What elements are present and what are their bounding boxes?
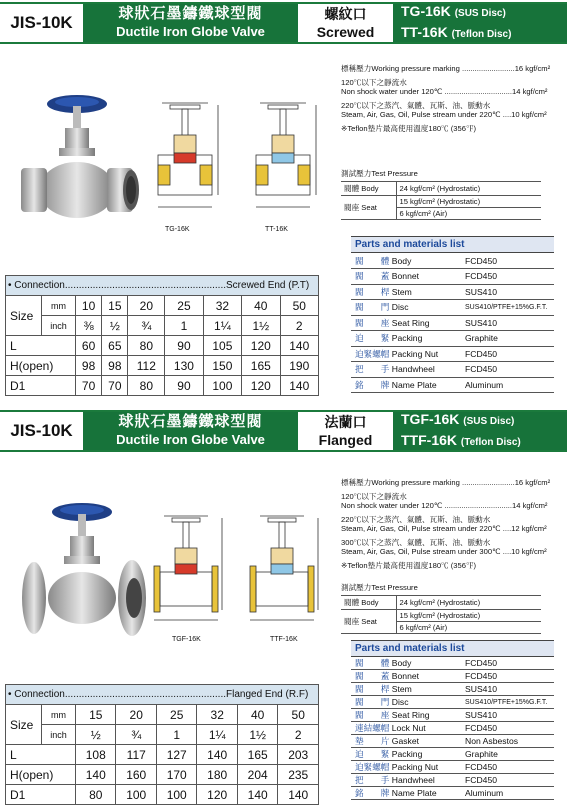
pressure-row: 120℃以下之靜流水 Non shock water under 120℃ ................................14 kgf/cm² bbox=[341, 491, 548, 510]
size-mm: 15 bbox=[76, 705, 116, 725]
size-inch: ½ bbox=[102, 316, 128, 336]
parts-row bbox=[351, 774, 554, 787]
size-label: Size bbox=[6, 705, 42, 745]
part-name-zh: 閥 桿 bbox=[355, 286, 390, 297]
dimension-value: 112 bbox=[128, 356, 165, 376]
part-name-zh: 把 手 bbox=[355, 364, 390, 375]
type-en: Flanged bbox=[318, 432, 373, 448]
part-name bbox=[351, 696, 461, 709]
title-zh: 球狀石墨鑄鐵球型閥 bbox=[118, 413, 263, 430]
part-name-zh: 閥 門 bbox=[355, 697, 390, 707]
dimension-value: 70 bbox=[102, 376, 128, 396]
part-material: FCD450 bbox=[461, 362, 554, 378]
part-material: Aluminum bbox=[461, 377, 554, 393]
type-zh: 法蘭口 bbox=[324, 414, 367, 430]
drawing-label-2: TT-16K bbox=[265, 226, 288, 233]
part-name-zh: 閥 蓋 bbox=[355, 671, 390, 681]
part-material: SUS410 bbox=[461, 284, 554, 300]
pressure-row: 220℃以下之蒸汽、氣體、瓦斯、油、脈動水 Steam, Air, Gas, Oil, Pulse stream under 220℃ ....12 kgf/cm² bbox=[341, 514, 547, 533]
size-mm: 40 bbox=[237, 705, 277, 725]
dimension-value: 80 bbox=[76, 785, 116, 805]
part-name-en: Bonnet bbox=[391, 671, 420, 681]
dimension-label: L bbox=[6, 336, 76, 356]
size-inch: 1¼ bbox=[197, 725, 237, 745]
dimension-value: 98 bbox=[76, 356, 102, 376]
part-material: SUS410 bbox=[461, 315, 554, 331]
dimension-value: 203 bbox=[278, 745, 319, 765]
part-name bbox=[351, 722, 461, 735]
drawing-label-1: TGF-16K bbox=[172, 636, 201, 643]
screwed-valve-photo bbox=[15, 90, 145, 240]
test-pressure-title: 測試壓力Test Pressure bbox=[341, 169, 418, 178]
size-mm: 40 bbox=[242, 296, 280, 316]
part-name bbox=[351, 709, 461, 722]
parts-row bbox=[351, 300, 554, 316]
part-name-en: Body bbox=[391, 658, 412, 668]
part-material: FCD450 bbox=[461, 722, 554, 735]
dimension-value: 100 bbox=[116, 785, 156, 805]
part-name-zh: 閥 體 bbox=[355, 658, 390, 668]
parts-row bbox=[351, 346, 554, 362]
parts-list bbox=[351, 640, 554, 800]
dimension-row bbox=[6, 745, 319, 765]
part-name-en: Packing Nut bbox=[391, 762, 439, 772]
parts-row bbox=[351, 722, 554, 735]
dimension-value: 190 bbox=[280, 356, 319, 376]
size-mm: 32 bbox=[203, 296, 241, 316]
parts-row bbox=[351, 761, 554, 774]
part-name-en: Disc bbox=[391, 697, 409, 707]
part-name-zh: 閥 體 bbox=[355, 255, 390, 266]
parts-row bbox=[351, 709, 554, 722]
dimension-label: L bbox=[6, 745, 76, 765]
working-pressure bbox=[341, 64, 563, 133]
dimension-value: 170 bbox=[156, 765, 196, 785]
part-name-en: Bonnet bbox=[391, 271, 420, 282]
dimension-value: 165 bbox=[237, 745, 277, 765]
dimension-value: 140 bbox=[280, 336, 319, 356]
part-material: FCD450 bbox=[461, 346, 554, 362]
part-name-zh: 銘 牌 bbox=[355, 379, 390, 390]
dimension-value: 140 bbox=[237, 785, 277, 805]
model-names bbox=[393, 412, 567, 450]
dimension-value: 140 bbox=[278, 785, 319, 805]
size-inch: ⅜ bbox=[76, 316, 102, 336]
part-name bbox=[351, 362, 461, 378]
dimension-value: 65 bbox=[102, 336, 128, 356]
part-name-zh: 閥 桿 bbox=[355, 684, 390, 694]
parts-title: Parts and materials list bbox=[351, 236, 554, 253]
size-mm: 50 bbox=[278, 705, 319, 725]
part-name bbox=[351, 331, 461, 347]
dimension-value: 90 bbox=[165, 336, 203, 356]
dimension-value: 204 bbox=[237, 765, 277, 785]
parts-list bbox=[351, 236, 554, 393]
size-mm: 25 bbox=[156, 705, 196, 725]
part-name bbox=[351, 787, 461, 800]
part-material: FCD450 bbox=[461, 657, 554, 670]
size-mm: 25 bbox=[165, 296, 203, 316]
part-name-zh: 把 手 bbox=[355, 775, 390, 785]
part-name-en: Name Plate bbox=[391, 788, 437, 798]
part-name bbox=[351, 346, 461, 362]
dimension-value: 130 bbox=[165, 356, 203, 376]
test-pressure bbox=[341, 582, 551, 634]
model-2: TTF-16K (Teflon Disc) bbox=[401, 432, 521, 448]
part-name-zh: 迫 緊 bbox=[355, 333, 390, 344]
flanged-valve-drawings bbox=[150, 510, 335, 635]
dimension-value: 98 bbox=[102, 356, 128, 376]
part-name bbox=[351, 761, 461, 774]
part-name-zh: 閥 蓋 bbox=[355, 271, 390, 282]
part-name-en: Disc bbox=[391, 302, 409, 313]
dimension-value: 150 bbox=[203, 356, 241, 376]
size-inch: 1½ bbox=[242, 316, 280, 336]
size-inch: ¾ bbox=[116, 725, 156, 745]
parts-row bbox=[351, 284, 554, 300]
parts-row bbox=[351, 670, 554, 683]
parts-row bbox=[351, 331, 554, 347]
part-name-zh: 迫緊螺帽 bbox=[355, 348, 390, 359]
pressure-row: 300℃以下之蒸汽、氣體、瓦斯、油、脈動水 Steam, Air, Gas, Oil, Pulse stream under 300℃ ....10 kgf/cm² bbox=[341, 537, 547, 556]
part-name-zh: 閥 座 bbox=[355, 317, 390, 328]
dimension-value: 160 bbox=[116, 765, 156, 785]
product-title bbox=[83, 4, 298, 42]
title-zh: 球狀石墨鑄鐵球型閥 bbox=[118, 5, 263, 22]
dimension-value: 140 bbox=[280, 376, 319, 396]
drawing-label-1: TG-16K bbox=[165, 226, 190, 233]
pressure-row: 120℃以下之靜流水 Non shock water under 120℃ ................................14 kgf/cm² bbox=[341, 77, 548, 96]
dimension-row bbox=[6, 785, 319, 805]
teflon-note: ※Teflon墊片最高使用溫度180℃ (356℉) bbox=[341, 560, 477, 570]
flanged-valve-photo bbox=[20, 498, 150, 648]
size-mm: 20 bbox=[116, 705, 156, 725]
part-name-en: Packing bbox=[391, 333, 423, 344]
dimension-value: 80 bbox=[128, 376, 165, 396]
size-inch: 1 bbox=[165, 316, 203, 336]
dimension-value: 105 bbox=[203, 336, 241, 356]
pressure-row: 標稱壓力Working pressure marking .........................16 kgf/cm² bbox=[341, 64, 551, 73]
dimension-value: 127 bbox=[156, 745, 196, 765]
bottom-header bbox=[0, 410, 567, 452]
part-material: SUS410/PTFE+15%G.F.T. bbox=[461, 696, 554, 709]
part-name-en: Stem bbox=[391, 684, 412, 694]
part-material: FCD450 bbox=[461, 269, 554, 285]
part-name bbox=[351, 670, 461, 683]
flanged-dimension-table: • Connection..........................................................Flanged End (R.F) Size mm 15 20 25 32 40 50 inch ½ ¾ 1 1¼ 1½ 2 L 108 117 127 140 165 203 H(open) 140 160 170 180 204 235 D1 80 100 100 120 140 140 bbox=[5, 684, 319, 805]
part-name-en: Packing Nut bbox=[391, 348, 439, 359]
size-mm: 32 bbox=[197, 705, 237, 725]
dimension-value: 60 bbox=[76, 336, 102, 356]
dimension-value: 100 bbox=[203, 376, 241, 396]
size-mm: 50 bbox=[280, 296, 319, 316]
parts-row bbox=[351, 696, 554, 709]
dimension-value: 120 bbox=[242, 336, 280, 356]
size-mm: 10 bbox=[76, 296, 102, 316]
jis-rating: JIS-10K bbox=[0, 4, 83, 42]
part-name-en: Gasket bbox=[391, 736, 420, 746]
parts-row bbox=[351, 377, 554, 393]
teflon-note: ※Teflon墊片最高使用溫度180℃ (356℉) bbox=[341, 123, 477, 133]
type-en: Screwed bbox=[316, 24, 375, 40]
part-name bbox=[351, 315, 461, 331]
model-1: TGF-16K (SUS Disc) bbox=[401, 411, 515, 427]
dimension-row bbox=[6, 765, 319, 785]
size-inch: 2 bbox=[278, 725, 319, 745]
parts-row bbox=[351, 683, 554, 696]
part-name-zh: 迫 緊 bbox=[355, 749, 390, 759]
dimension-value: 165 bbox=[242, 356, 280, 376]
parts-row bbox=[351, 269, 554, 285]
parts-table bbox=[351, 657, 554, 800]
product-title bbox=[83, 412, 298, 450]
model-names bbox=[393, 4, 567, 42]
part-name-en: Stem bbox=[391, 286, 412, 297]
part-name bbox=[351, 735, 461, 748]
dimension-value: 70 bbox=[76, 376, 102, 396]
part-name-en: Seat Ring bbox=[391, 710, 430, 720]
part-material: Graphite bbox=[461, 331, 554, 347]
dimension-value: 90 bbox=[165, 376, 203, 396]
part-name-en: Seat Ring bbox=[391, 317, 430, 328]
model-2: TT-16K (Teflon Disc) bbox=[401, 24, 512, 40]
jis-rating: JIS-10K bbox=[0, 412, 83, 450]
part-name bbox=[351, 748, 461, 761]
part-material: Aluminum bbox=[461, 787, 554, 800]
part-name bbox=[351, 300, 461, 316]
dimension-value: 180 bbox=[197, 765, 237, 785]
dimension-row bbox=[6, 336, 319, 356]
part-material: Graphite bbox=[461, 748, 554, 761]
dimension-value: 108 bbox=[76, 745, 116, 765]
dimension-label: H(open) bbox=[6, 356, 76, 376]
top-header bbox=[0, 2, 567, 44]
size-inch: 1¼ bbox=[203, 316, 241, 336]
title-en: Ductile Iron Globe Valve bbox=[116, 24, 265, 39]
parts-table bbox=[351, 253, 554, 393]
part-name-zh: 銘 牌 bbox=[355, 788, 390, 798]
part-name-en: Name Plate bbox=[391, 379, 437, 390]
part-name bbox=[351, 683, 461, 696]
parts-row bbox=[351, 657, 554, 670]
size-mm: 20 bbox=[128, 296, 165, 316]
part-name-en: Body bbox=[391, 255, 412, 266]
part-material: FCD450 bbox=[461, 761, 554, 774]
part-material: FCD450 bbox=[461, 774, 554, 787]
test-pressure bbox=[341, 168, 551, 220]
working-pressure bbox=[341, 478, 563, 570]
pressure-row: 220℃以下之蒸汽、氣體、瓦斯、油、脈動水 Steam, Air, Gas, Oil, Pulse stream under 220℃ ....10 kgf/cm² bbox=[341, 100, 547, 119]
parts-row bbox=[351, 315, 554, 331]
parts-row bbox=[351, 735, 554, 748]
part-name bbox=[351, 377, 461, 393]
parts-row bbox=[351, 748, 554, 761]
dimension-value: 120 bbox=[197, 785, 237, 805]
part-material: FCD450 bbox=[461, 253, 554, 269]
part-name-en: Lock Nut bbox=[391, 723, 426, 733]
screwed-dimension-table: • Connection..........................................................Screwed End (P.T) Size mm 10 15 20 25 32 40 50 inch ⅜ ½ ¾ 1 1¼ 1½ 2 L 60 65 80 90 105 120 140 H(open) 98 98 112 130 150 165 190 D1 70 70 80 90 100 120 140 bbox=[5, 275, 319, 396]
screwed-valve-drawings bbox=[150, 95, 335, 225]
part-name-en: Handwheel bbox=[391, 364, 435, 375]
part-name bbox=[351, 269, 461, 285]
size-inch: 1½ bbox=[237, 725, 277, 745]
part-name-zh: 墊 片 bbox=[355, 736, 390, 746]
part-material: Non Asbestos bbox=[461, 735, 554, 748]
part-name-zh: 連結螺帽 bbox=[355, 723, 390, 733]
parts-title: Parts and materials list bbox=[351, 640, 554, 657]
part-name-zh: 迫緊螺帽 bbox=[355, 762, 390, 772]
part-name bbox=[351, 774, 461, 787]
dimension-row bbox=[6, 356, 319, 376]
test-pressure-table: 閥體 Body 24 kgf/cm² (Hydrostatic) 閥座 Seat 15 kgf/cm² (Hydrostatic) 6 kgf/cm² (Air) bbox=[341, 181, 541, 220]
connection-caption: • Connection..........................................................Screwed End (P.T) bbox=[6, 276, 319, 296]
dimension-value: 140 bbox=[76, 765, 116, 785]
parts-row bbox=[351, 787, 554, 800]
part-name bbox=[351, 657, 461, 670]
size-inch: ½ bbox=[76, 725, 116, 745]
size-inch: 2 bbox=[280, 316, 319, 336]
dimension-label: D1 bbox=[6, 785, 76, 805]
model-1: TG-16K (SUS Disc) bbox=[401, 3, 506, 19]
part-material: SUS410 bbox=[461, 683, 554, 696]
dimension-value: 80 bbox=[128, 336, 165, 356]
part-name-zh: 閥 門 bbox=[355, 302, 390, 313]
pressure-row: 標稱壓力Working pressure marking .........................16 kgf/cm² bbox=[341, 478, 551, 487]
test-pressure-table: 閥體 Body 24 kgf/cm² (Hydrostatic) 閥座 Seat 15 kgf/cm² (Hydrostatic) 6 kgf/cm² (Air) bbox=[341, 595, 541, 634]
dimension-value: 100 bbox=[156, 785, 196, 805]
connection-type bbox=[298, 412, 393, 450]
title-en: Ductile Iron Globe Valve bbox=[116, 432, 265, 447]
dimension-label: D1 bbox=[6, 376, 76, 396]
part-material: SUS410/PTFE+15%G.F.T. bbox=[461, 300, 554, 316]
dimension-value: 117 bbox=[116, 745, 156, 765]
drawing-label-2: TTF-16K bbox=[270, 636, 298, 643]
part-name-en: Packing bbox=[391, 749, 423, 759]
connection-type bbox=[298, 4, 393, 42]
dimension-value: 120 bbox=[242, 376, 280, 396]
part-name bbox=[351, 284, 461, 300]
dimension-label: H(open) bbox=[6, 765, 76, 785]
size-mm: 15 bbox=[102, 296, 128, 316]
type-zh: 螺紋口 bbox=[324, 6, 367, 22]
part-material: FCD450 bbox=[461, 670, 554, 683]
dimension-row bbox=[6, 376, 319, 396]
part-name-en: Handwheel bbox=[391, 775, 435, 785]
dimension-value: 140 bbox=[197, 745, 237, 765]
dimension-value: 235 bbox=[278, 765, 319, 785]
part-material: SUS410 bbox=[461, 709, 554, 722]
part-name bbox=[351, 253, 461, 269]
part-name-zh: 閥 座 bbox=[355, 710, 390, 720]
test-pressure-title: 測試壓力Test Pressure bbox=[341, 583, 418, 592]
size-inch: 1 bbox=[156, 725, 196, 745]
size-inch: ¾ bbox=[128, 316, 165, 336]
connection-caption: • Connection..........................................................Flanged End (R.F) bbox=[6, 685, 319, 705]
size-label: Size bbox=[6, 296, 42, 336]
parts-row bbox=[351, 362, 554, 378]
parts-row bbox=[351, 253, 554, 269]
